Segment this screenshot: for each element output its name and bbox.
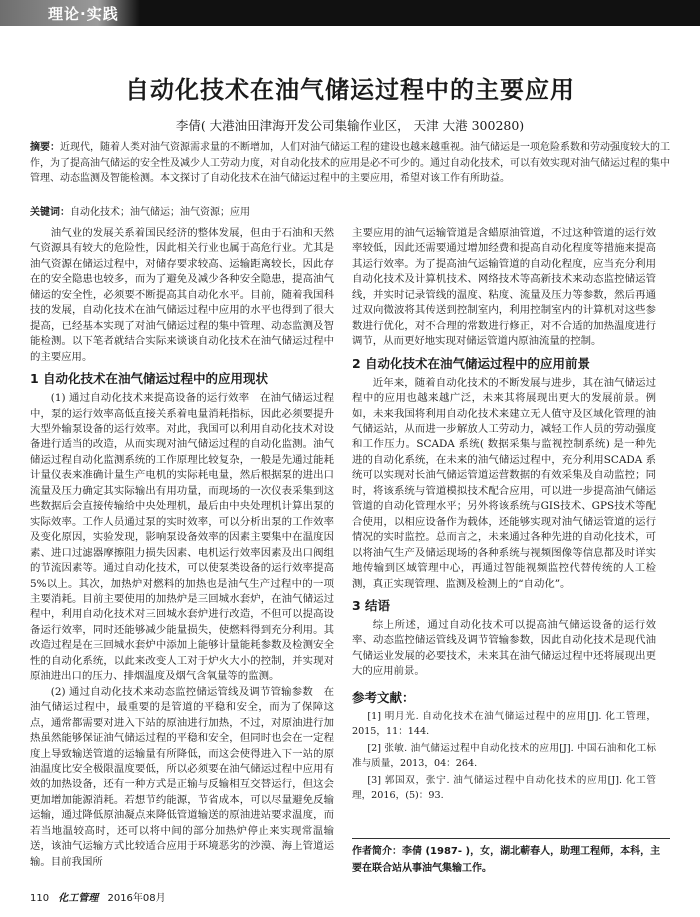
right-column <box>352 226 656 805</box>
bio-divider <box>352 838 670 839</box>
section-3-paragraph: 综上所述，通过自动化技术可以提高油气储运设备的运行效率、动态监控储运管线及调节管输参数，因此自动化技术是现代油气储运业发展的必要技术，未来其在油气储运过程中还将展现出更大的应用前景。 <box>352 618 656 678</box>
section-1-paragraph-2: (2) 通过自动化技术来动态监控储运管线及调节管输参数 在油气储运过程中，最重要的是管道的平稳和安全，而为了保障这点，通常都需要对进入下站的原油进行加热，不过，对原油进行加热虽然能够保证油气储运过程的平稳和安全，但同时也会在一定程度上导致输送管道的运输量有所降低，而这会使得进入下一站的原油温度比安全极限温度要低，所以必须要在油气储运过程中应用有效的加热设备，还有一种方式是正输与反输相互交替运行，但这会更加增加能源消耗。若想节约能源，节省成本，可以尽量避免反输运输，通过降低原油凝点来降低管道输送的原油进站要求温度，而若当地温较高时，还可以将中间的部分加热炉停止来实现常温输送，该油气运输方式比较适合应用于环境恶劣的沙漠、海上管道运输。目前我国所 <box>30 685 334 868</box>
keywords-label: 关键词： <box>30 207 70 218</box>
left-column <box>30 226 334 870</box>
section-label: 理论·实践 <box>48 5 119 23</box>
author-bio: 作者简介：李倩 (1987- )，女，湖北蕲春人，助理工程师，本科，主要在联合站从事油气集输工作。 <box>352 846 661 874</box>
section-3-heading: 3 结语 <box>352 597 391 613</box>
reference-item: [2] 张敏. 油气储运过程中自动化技术的应用[J]. 中国石油和化工标准与质量，2013，04：264. <box>352 743 656 770</box>
magazine-name: 化工管理 <box>58 893 99 904</box>
keywords <box>30 203 670 218</box>
section-banner <box>0 0 700 26</box>
page-number: 110 <box>30 893 50 904</box>
issue-date: 2016年08月 <box>107 893 166 904</box>
reference-item: [1] 明月光. 自动化技术在油气储运过程中的应用[J]. 化工管理，2015，11：144. <box>352 711 656 738</box>
page-footer <box>30 889 166 904</box>
reference-item: [3] 郭国双，张宁. 油气储运过程中自动化技术的应用[J]. 化工管理，2016，(5)：93. <box>352 775 656 802</box>
section-2-paragraph: 近年来，随着自动化技术的不断发展与进步，其在油气储运过程中的应用也越来越广泛，未来其将展现出更大的发展前景。例如，未来我国将利用自动化技术来建立无人值守及区域化管理的油气储运站，从而进一步解放人工劳动力，减轻工作人员的劳动强度和工作压力。SCADA 系统( 数据采集与监视控制系统) 是一种先进的自动化系统，在未来的油气储运过程中，充分利用SCADA 系统可以实现对长油气储运管道运营数据的有效采集及自动监控；同时，将该系统与管道模拟技术配合应用，可以进一步提高油气储运管道的自动化管理水平；另外将该系统与GIS技术、GPS技术等配合使用，以相应设备作为载体，还能够实现对油气储运管道的运行情况的实时监控。总而言之，未来通过各种先进的自动化技术，可以将油气生产及储运现场的各种系统与视频图像等信息都及时详实地传输到区域管理中心，再通过智能视频监控代替传统的人工检测，真正实现管理、监测及检测上的“自动化”。 <box>352 376 656 590</box>
references <box>352 690 656 803</box>
section-1-heading: 1 自动化技术在油气储运过程中的应用现状 <box>30 371 269 387</box>
references-heading: 参考文献： <box>352 689 415 705</box>
author-affiliation: 李倩( 大港油田津海开发公司集输作业区， 天津 大港 300280) <box>175 118 525 133</box>
continued-paragraph: 主要应用的油气运输管道是含蜡原油管道，不过这种管道的运行效率较低，因此还需要通过增加经费和提高自动化程度等措施来提高其运行效率。为了提高油气运输管道的自动化程度，应当充分利用自动化技术及计算机技术、网络技术等高新技术来动态监控储运管线，并实时记录管线的温度、粘度、流量及压力等参数，然后再通过双向微波将其传送到控制室内，利用控制室内的计算机对这些参数进行优化，对不合理的常数进行修正，对不合适的加热温度进行调节，从而更好地实现对储运管道内原油流量的控制。 <box>352 227 656 348</box>
abstract <box>30 140 670 187</box>
section-2-heading: 2 自动化技术在油气储运过程中的应用前景 <box>352 355 591 371</box>
keywords-text: 自动化技术；油气储运；油气资源；应用 <box>70 207 250 218</box>
abstract-text: 近现代，随着人类对油气资源需求量的不断增加，人们对油气储运工程的建设也越来越重视。油气储运是一项危险系数和劳动强度较大的工作，为了提高油气储运的安全性及减少人工劳动力度，对自动化技术的应用是必不可少的。通过自动化技术，可以有效实现对油气储运过程的集中管理、动态监测及智能检测。本文探讨了自动化技术在油气储运过程中的主要应用，希望对该工作有所助益。 <box>30 142 670 184</box>
intro-paragraph: 油气业的发展关系着国民经济的整体发展，但由于石油和天然气资源具有较大的危险性，因此相关行业也属于高危行业。尤其是油气资源在储运过程中，对储存要求较高、运输距离较长，因此存在的安全隐患也较多，而为了避免及减少各种安全隐患，提高油气储运的安全性，必须要不断提高其自动化水平。目前，随着我国科技的发展，自动化技术在油气储运过程中应用的水平也得到了很大提高，已经基本实现了对油气储运过程的集中管理、动态监测及智能检测。以下笔者就结合实际来谈谈自动化技术在油气储运过程中的主要应用。 <box>30 227 334 363</box>
abstract-label: 摘要： <box>30 142 60 153</box>
article-title: 自动化技术在油气储运过程中的主要应用 <box>125 76 575 104</box>
section-1-paragraph-1: (1) 通过自动化技术来提高设备的运行效率 在油气储运过程中，泵的运行效率高低直接关系着电量消耗指标，因此必须要提升大型外输泵设备的运行效率。对此，我国可以利用自动化技术对设备进行适当的改造，从而实现对油气储运过程的自动化监测。油气储运过程自动化监测系统的工作原理比较复杂，一般是先通过能耗计量仪表来准确计量生产电机的实际耗电量，然后根据泵的进出口流量及压力确定其实际输出有用功量，而现场的一次仪表采集到这些数据后会直接传输给中央处理机，最后由中央处理机计算出泵的实际效率。工作人员通过泵的实时效率，可以分析出泵的工作效率及变化原因，实验发现，影响泵设备效率的因素主要集中在温度因素、进口过滤器摩擦阻力损失因素、电机运行效率因素及出口阀组的节流因素等。通过自动化技术，可以使泵类设备的运行效率提高5%以上。其次，加热炉对燃料的加热也是油气生产过程中的一项主要消耗。目前主要使用的加热炉是三回城水套炉，在油气储运过程中，利用自动化技术对三回城水套炉进行改造，不但可以提高设备运行效率，同时还能够减少能量损失，使燃料得到充分利用。其改造过程是在三回城水套炉中添加上能够计量能耗参数及检测安全性的自动化系统，以此来改变人工对于炉火大小的控制，并实现对原油进出口的压力、排烟温度及烟气含氧量等的监测。 <box>30 392 334 683</box>
